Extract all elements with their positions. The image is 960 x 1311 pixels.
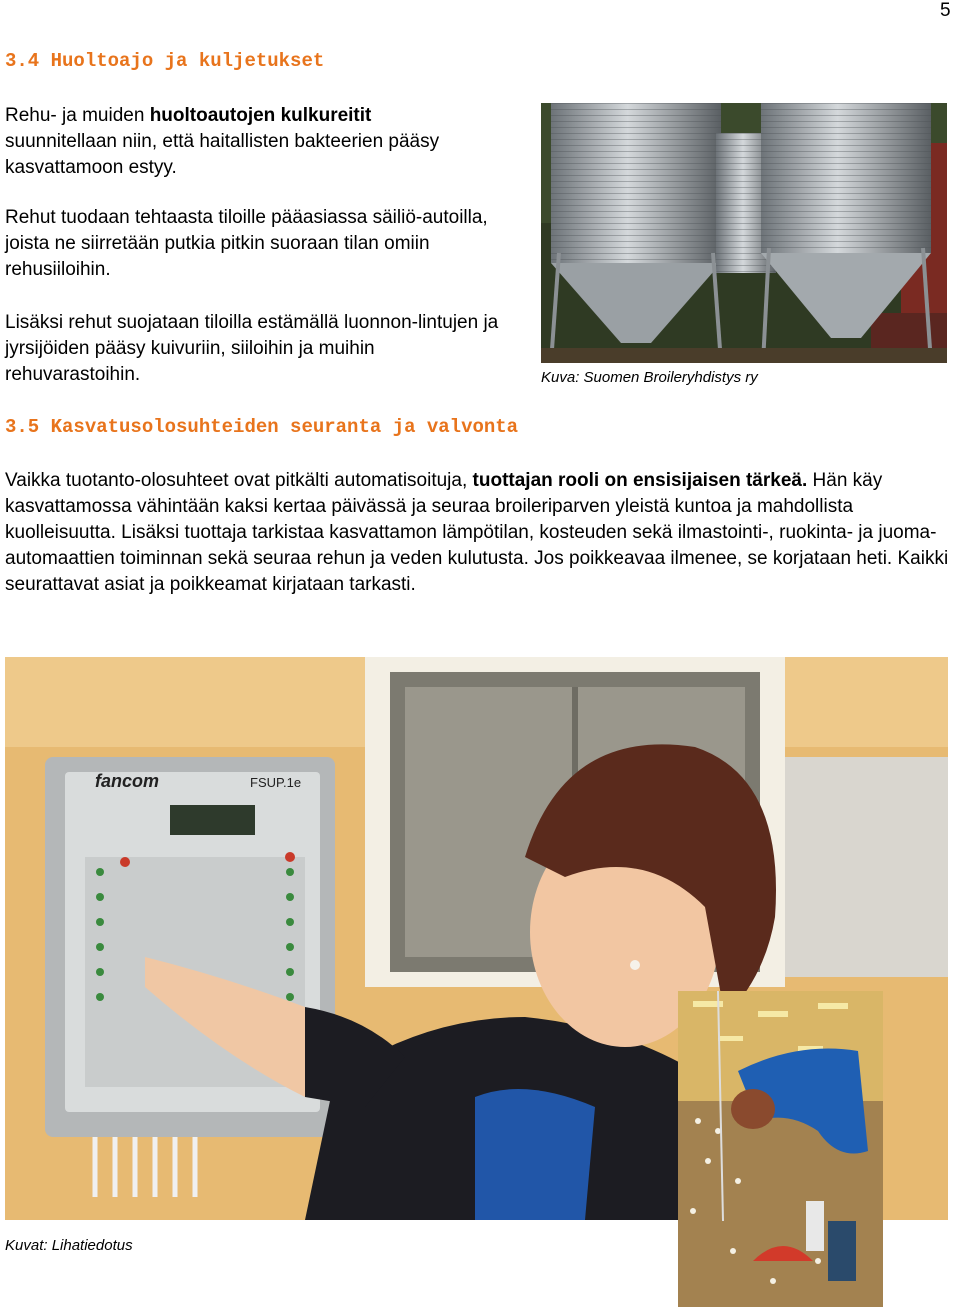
paragraph-service-routes xyxy=(5,103,475,181)
page-number: 5 xyxy=(940,0,951,21)
section-heading-3-5: 3.5 Kasvatusolosuhteiden seuranta ja valvonta xyxy=(5,416,519,438)
silo-photo xyxy=(541,103,947,363)
section-heading-3-4: 3.4 Huoltoajo ja kuljetukset xyxy=(5,50,325,72)
paragraph-feed-protection: Lisäksi rehut suojataan tiloilla estämällä luonnon-lintujen ja jyrsijöiden pääsy kuivuriin, siiloihin ja muihin rehuvarastoihin. xyxy=(5,312,499,385)
paragraph-text: Vaikka tuotanto-olosuhteet ovat pitkälti automatisoituja, xyxy=(5,470,473,491)
paragraph-text: Rehu- ja muiden xyxy=(5,105,150,126)
bold-text: huoltoautojen kulkureitit xyxy=(149,105,372,126)
paragraph-text: suunnitellaan niin, että haitallisten bakteerien pääsy kasvattamoon estyy. xyxy=(5,131,440,178)
paragraph-feed-delivery: Rehut tuodaan tehtaasta tiloille pääasiassa säiliö-autoilla, joista ne siirretään putkia pitkin suoraan tilan omiin rehusiiloihin. xyxy=(5,207,488,280)
paragraph-monitoring xyxy=(5,468,957,598)
chicken-house-photo xyxy=(678,991,883,1307)
bold-text: tuottajan rooli on ensisijaisen tärkeä. xyxy=(472,470,808,491)
photos-caption: Kuvat: Lihatiedotus xyxy=(5,1237,133,1254)
panel-brand-label: fancom xyxy=(95,771,160,791)
panel-model-label: FSUP.1e xyxy=(250,775,302,790)
paragraph-text: Hän käy kasvattamossa vähintään kaksi kertaa päivässä ja seuraa broileriparven yleistä kuntoa ja mahdollista kuolleisuutta. Lisäksi tuottaja tarkistaa kasvattamon lämpötilan, kosteuden sekä ilmastointi-, ruokinta- ja juoma-automaattien toiminnan sekä seuraa rehun ja veden kulutusta. Jos poikkeavaa ilmenee, se korjataan heti. Kaikki seurattavat asiat ja poikkeamat kirjataan tarkasti. xyxy=(5,470,949,595)
silo-photo-caption: Kuva: Suomen Broileryhdistys ry xyxy=(541,369,758,386)
